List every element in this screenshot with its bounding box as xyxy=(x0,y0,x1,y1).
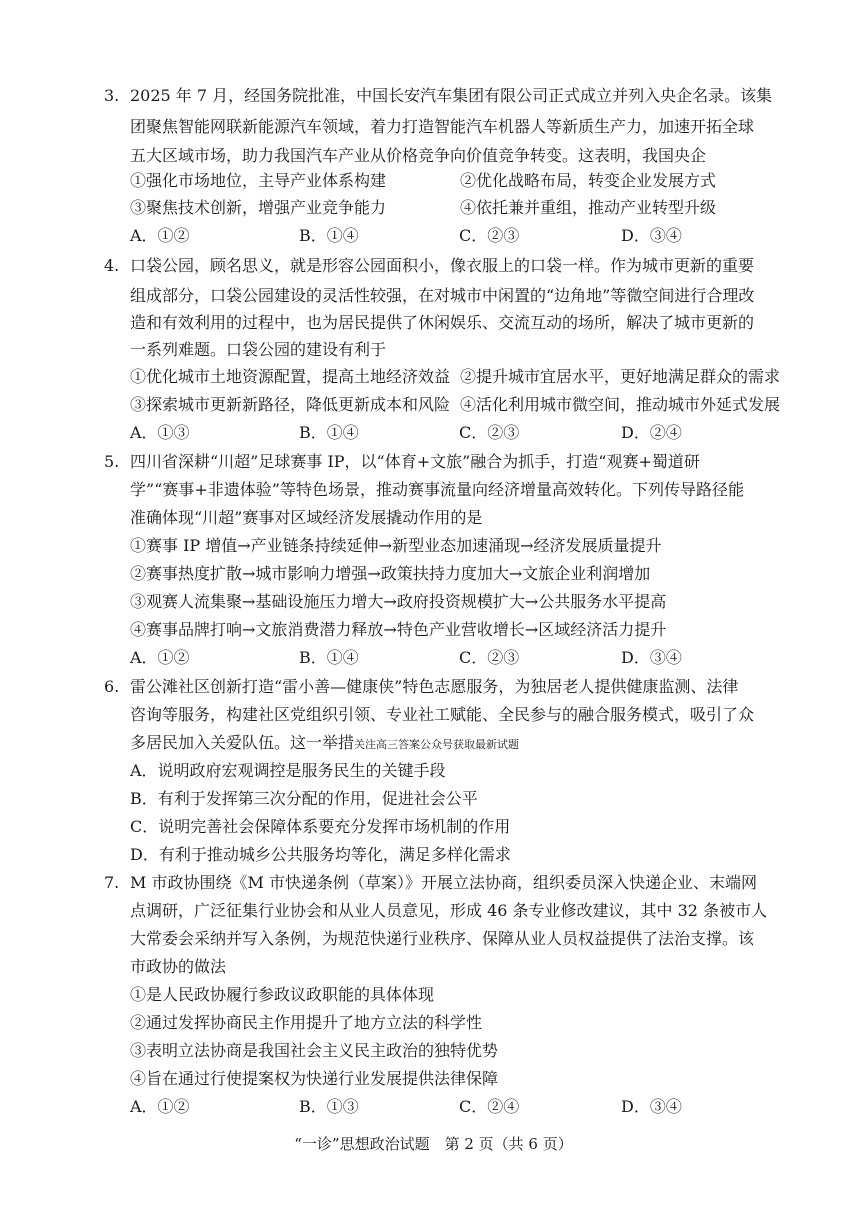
choice-a: A．①② xyxy=(130,648,190,667)
choice-d: D．③④ xyxy=(621,648,682,667)
statement: ③观赛人流集聚→基础设施压力增大→政府投资规模扩大→公共服务水平提高 xyxy=(130,592,667,611)
statement: ①是人民政协履行参政议政职能的具体体现 xyxy=(130,985,435,1004)
choice-a: A．①② xyxy=(130,1097,190,1116)
choice-a: A．说明政府宏观调控是服务民生的关键手段 xyxy=(130,761,446,780)
choice-a: A．①② xyxy=(130,226,190,245)
choice-b: B．①③ xyxy=(299,1097,359,1116)
statement: ①强化市场地位，主导产业体系构建 xyxy=(130,171,387,190)
question-text-line xyxy=(130,733,519,753)
statement: ①优化城市土地资源配置，提高土地经济效益 xyxy=(130,367,451,386)
choice-d: D．②④ xyxy=(621,423,682,442)
question-number: 3. xyxy=(104,86,120,105)
choice-d: D．有利于推动城乡公共服务均等化，满足多样化需求 xyxy=(130,845,511,864)
choice-a: A．①③ xyxy=(130,423,190,442)
question-text-line: 咨询等服务，构建社区党组织引领、专业社工赋能、全民参与的融合服务模式，吸引了众 xyxy=(130,705,755,724)
statement: ④旨在通过行使提案权为快递行业发展提供法律保障 xyxy=(130,1069,499,1088)
choice-c: C．说明完善社会保障体系要充分发挥市场机制的作用 xyxy=(130,817,511,836)
statement: ①赛事 IP 增值→产业链条持续延伸→新型业态加速涌现→经济发展质量提升 xyxy=(130,536,662,555)
choice-b: B．①④ xyxy=(299,648,359,667)
question-number: 7. xyxy=(104,873,120,892)
choice-b: B．①④ xyxy=(299,423,359,442)
question-text-line: 大常委会采纳并写入条例，为规范快递行业秩序、保障从业人员权益提供了法治支撑。该 xyxy=(130,929,755,948)
question-text-line: 学”“赛事+非遗体验”等特色场景，推动赛事流量向经济增量高效转化。下列传导路径能 xyxy=(130,480,744,499)
question-text-line: 2025 年 7 月，经国务院批准，中国长安汽车集团有限公司正式成立并列入央企名录。该集 xyxy=(130,86,773,105)
question-text-line: 准确体现“川超”赛事对区域经济发展撬动作用的是 xyxy=(130,508,483,527)
watermark-text: 关注高三答案公众号获取最新试题 xyxy=(354,738,520,751)
question-text-line: 五大区域市场，助力我国汽车产业从价格竞争向价值竞争转变。这表明，我国央企 xyxy=(130,146,707,165)
question-text-line: 口袋公园，顾名思义，就是形容公园面积小，像衣服上的口袋一样。作为城市更新的重要 xyxy=(130,256,755,275)
choice-b: B．有利于发挥第三次分配的作用，促进社会公平 xyxy=(130,789,478,808)
question-text-line: 一系列难题。口袋公园的建设有利于 xyxy=(130,340,387,359)
question-text-line: 团聚焦智能网联新能源汽车领域，着力打造智能汽车机器人等新质生产力，加速开拓全球 xyxy=(130,117,755,136)
statement: ④依托兼并重组，推动产业转型升级 xyxy=(460,198,717,217)
statement: ②通过发挥协商民主作用提升了地方立法的科学性 xyxy=(130,1013,483,1032)
question-number: 4. xyxy=(104,256,120,275)
question-text-line: 造和有效利用的过程中，也为居民提供了休闲娱乐、交流互动的场所，解决了城市更新的 xyxy=(130,313,755,332)
choice-b: B．①④ xyxy=(299,226,359,245)
question-text-line: 组成部分，口袋公园建设的灵活性较强，在对城市中闲置的“边角地”等微空间进行合理改 xyxy=(130,286,755,305)
question-number: 5. xyxy=(104,452,120,471)
statement: ④活化利用城市微空间，推动城市外延式发展 xyxy=(460,395,781,414)
statement: ②赛事热度扩散→城市影响力增强→政策扶持力度加大→文旅企业利润增加 xyxy=(130,564,651,583)
choice-d: D．③④ xyxy=(621,1097,682,1116)
choice-c: C．②③ xyxy=(459,423,520,442)
statement: ③表明立法协商是我国社会主义民主政治的独特优势 xyxy=(130,1041,499,1060)
question-text-line: M 市政协围绕《M 市快递条例（草案）》开展立法协商，组织委员深入快递企业、末端网 xyxy=(130,873,757,892)
choice-c: C．②④ xyxy=(459,1097,520,1116)
question-text: 多居民加入关爱队伍。这一举措 xyxy=(130,733,355,752)
question-text-line: 四川省深耕“川超”足球赛事 IP，以“体育+文旅”融合为抓手，打造“观赛+蜀道研 xyxy=(130,452,700,471)
question-text-line: 雷公滩社区创新打造“雷小善—健康侠”特色志愿服务，为独居老人提供健康监测、法律 xyxy=(130,677,739,696)
statement: ②提升城市宜居水平，更好地满足群众的需求 xyxy=(460,367,781,386)
choice-c: C．②③ xyxy=(459,648,520,667)
choice-c: C．②③ xyxy=(459,226,520,245)
question-text-line: 市政协的做法 xyxy=(130,957,227,976)
statement: ③探索城市更新新路径，降低更新成本和风险 xyxy=(130,395,451,414)
question-number: 6. xyxy=(104,677,120,696)
question-text-line: 点调研，广泛征集行业协会和从业人员意见，形成 46 条专业修改建议，其中 32 条被市人 xyxy=(130,901,768,920)
choice-d: D．③④ xyxy=(621,226,682,245)
page-footer: “一诊”思想政治试题 第 2 页（共 6 页） xyxy=(294,1135,573,1153)
statement: ②优化战略布局，转变企业发展方式 xyxy=(460,171,717,190)
statement: ③聚焦技术创新，增强产业竞争能力 xyxy=(130,198,387,217)
statement: ④赛事品牌打响→文旅消费潜力释放→特色产业营收增长→区域经济活力提升 xyxy=(130,620,667,639)
